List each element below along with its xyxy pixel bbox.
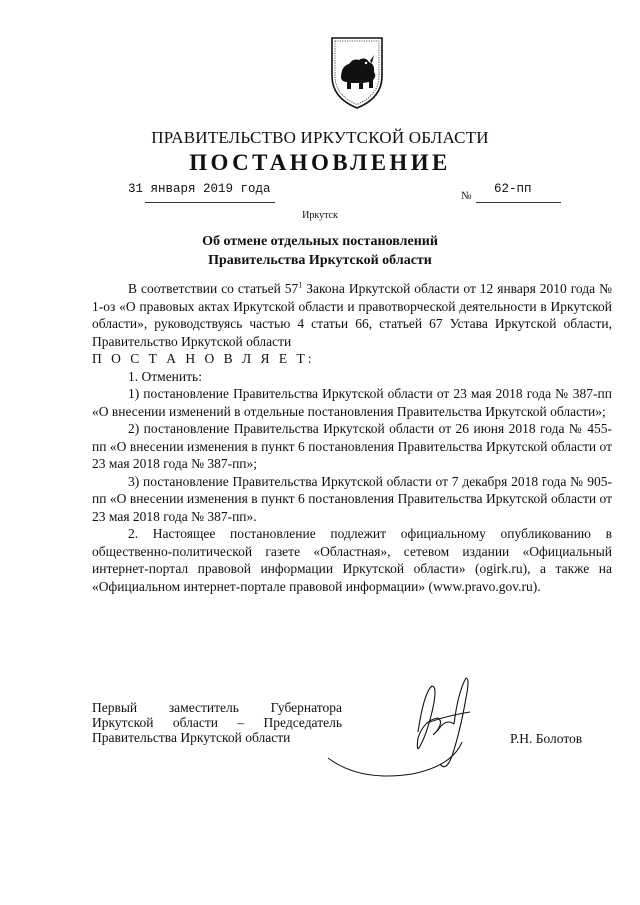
signer-name: Р.Н. Болотов [510,731,583,746]
document-number: 62-пп [494,182,532,196]
item-1: 1. Отменить: [128,368,202,384]
item-2: 2. Настоящее постановление подлежит официальному опубликованию в общественно-политической газете «Областная», сетевом издании «Официальный интернет-портал правовой информации Иркутской области» (ogirk.ru), а также на «Официальном интернет-портале правовой информации» (www.pravo.gov.ru). [92,526,612,594]
signer-position-line-2: Иркутской области – Председатель [92,715,342,730]
date-underline [145,202,275,203]
signer-position [92,700,342,745]
signer-position-line-3: Правительства Иркутской области [92,730,291,745]
signer-position-line-1: Первый заместитель Губернатора [92,700,342,715]
preamble [92,280,612,350]
government-name: ПРАВИТЕЛЬСТВО ИРКУТСКОЙ ОБЛАСТИ [151,128,489,147]
decree-word: П О С Т А Н О В Л Я Е Т: [92,351,315,366]
document-date: 31 января 2019 года [128,182,271,196]
coat-of-arms-icon [329,36,385,110]
preamble-start: В соответствии со статьей 57 [128,281,299,296]
document-type: ПОСТАНОВЛЕНИЕ [189,150,451,175]
number-sign: № [461,190,472,202]
handwritten-signature [320,672,495,787]
document-title-line-2: Правительства Иркутской области [208,253,432,268]
document-title-line-1: Об отмене отдельных постановлений [202,234,438,249]
preamble-superscript: 1 [298,280,303,290]
subitem-3: 3) постановление Правительства Иркутской области от 7 декабря 2018 года № 905-пп «О внесении изменения в пункт 6 постановления Правительства Иркутской области от 23 мая 2018 года № 387-пп». [92,473,612,524]
document-title [0,232,640,270]
subitem-2: 2) постановление Правительства Иркутской области от 26 июня 2018 года № 455-пп «О внесении изменения в пункт 6 постановления Правительства Иркутской области от 23 мая 2018 года № 387-пп»; [92,421,612,471]
number-underline [476,202,561,203]
preamble-rest: Закона Иркутской области от 12 января 2010 года № 1-оз «О правовых актах Иркутской области и правотворческой деятельности в Иркутской области», руководствуясь частью 4 статьи 66, статьей 67 Устава Иркутской области, Правительство Иркутской области [92,281,612,349]
city: Иркутск [302,210,338,221]
subitem-1: 1) постановление Правительства Иркутской области от 23 мая 2018 года № 387-пп «О внесении изменений в отдельные постановления Правительства Иркутской области»; [92,386,612,419]
document-body [92,280,612,595]
